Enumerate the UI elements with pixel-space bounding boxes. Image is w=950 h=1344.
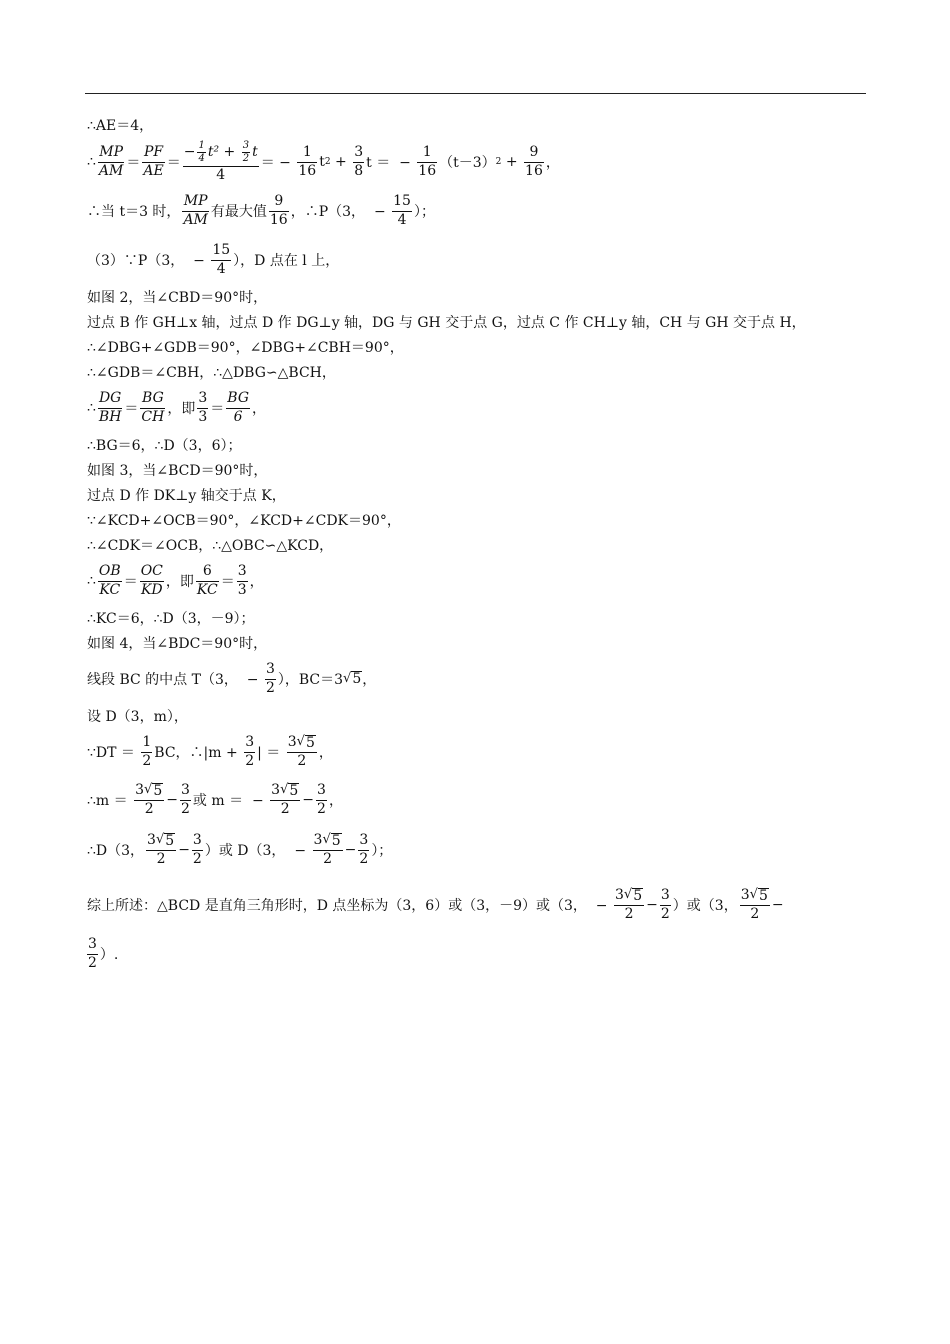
header-rule	[85, 93, 866, 94]
fraction: $\frac{3}{2}$	[317, 782, 326, 817]
text-line-22: ∴D（3， 3 √ 5 2 − $\frac{3}{2}$ ）或 D（3， − 3 √ 5 2 − $\frac{3}{2}$ ）；	[87, 831, 393, 868]
fraction: $\frac{MP}{AM}$	[183, 193, 208, 228]
text-line-24: $\frac{3}{2}$ ）.	[88, 936, 119, 971]
text-line-8: ∴∠GDB＝∠CBH，∴△DBG∽△BCH，	[87, 364, 336, 381]
solution-text	[87, 112, 867, 978]
text-line-6: 过点 B 作 GH⊥x 轴，过点 D 作 DG⊥y 轴，DG 与 GH 交于点 G，过点 C 作 CH⊥y 轴，CH 与 GH 交于点 H，	[87, 314, 806, 331]
text-line-1	[87, 112, 867, 138]
fraction: $\frac{9}{16}$	[525, 144, 543, 179]
fraction: $\frac{3}{2}$	[245, 734, 255, 769]
fraction: $\frac{3}{3}$	[198, 390, 208, 425]
fraction: $\frac{15}{4}$	[393, 193, 411, 228]
text-line-3: ∴当 t＝3 时， $\frac{MP}{AM}$ 有最大值 $\frac{9}{16}$ ，∴P（3， − $\frac{15}{4}$ ）；	[87, 193, 435, 228]
text-run: ∴AE＝4，	[87, 118, 154, 134]
fraction-sqrt: 3 √ 5 2	[615, 886, 643, 923]
fraction: $\frac{3}{2}$	[192, 832, 202, 867]
fraction: $\frac{6}{KC}$	[196, 563, 218, 598]
fraction-sqrt: 3 √ 5 2	[313, 831, 341, 868]
text-line-21: ∴m ＝ 3 √ 5 2 − $\frac{3}{2}$ 或 m ＝ − 3 √ 5 2 − $\frac{3}{2}$ ，	[87, 781, 343, 818]
text-line-14: ∴∠CDK＝∠OCB，∴△OBC∽△KCD，	[87, 537, 334, 554]
fraction: $\frac{3}{3}$	[237, 563, 247, 598]
fraction: $\frac{OC}{KD}$	[140, 563, 163, 598]
fraction: $\frac{OB}{KC}$	[98, 563, 121, 598]
fraction: $\frac{BG}{6}$	[227, 390, 249, 425]
text-line-20: ∵DT ＝ $\frac{1}{2}$ BC，∴|m + $\frac{3}{2}$ | ＝ 3 √ 5 2 ，	[87, 733, 333, 770]
text-line-5: 如图 2，当∠CBD＝90°时，	[87, 289, 268, 306]
square-root: √ 5	[343, 670, 362, 687]
text-line-2: ∴ $\frac{MP}{AM}$ ＝ $\frac{PF}{AE}$ ＝ − $\frac{1}{4}$ t² + $\frac{3}{2}$ t 4 ＝ − $\frac{1}{16}$ t 2 + $\frac{3}{8}$ t ＝ − $\frac{1}{16}$ （t－3） 2 + $\frac{9}{16}$ ，	[87, 139, 560, 184]
fraction-mp-am: $\frac{MP}{AM}$	[98, 144, 124, 179]
fraction: $\frac{3}{2}$	[660, 887, 670, 922]
text-line-15: ∴ $\frac{OB}{KC}$ ＝ $\frac{OC}{KD}$ ，即 $\frac{6}{KC}$ ＝ $\frac{3}{3}$ ，	[87, 563, 264, 598]
fraction: $\frac{15}{4}$	[212, 242, 231, 277]
fraction-sqrt: 3 √ 5 2	[287, 733, 315, 770]
fraction: $\frac{3}{2}$	[180, 782, 190, 817]
fraction: $\frac{3}{2}$	[359, 832, 369, 867]
fraction-compound: − $\frac{1}{4}$ t² + $\frac{3}{2}$ t 4	[183, 139, 258, 184]
fraction: $\frac{BG}{CH}$	[141, 390, 165, 425]
fraction: $\frac{9}{16}$	[269, 193, 288, 228]
fraction-sqrt: 3 √ 5 2	[271, 781, 299, 818]
text-line-10: ∴BG＝6，∴D（3，6）；	[87, 437, 242, 454]
text-run: ∴	[87, 154, 96, 170]
fraction: $\frac{3}{2}$	[265, 661, 275, 696]
text-line-17: 如图 4，当∠BDC＝90°时，	[87, 635, 268, 652]
fraction: $\frac{DG}{BH}$	[98, 390, 122, 425]
fraction: $\frac{1}{16}$	[418, 144, 437, 179]
fraction: $\frac{3}{2}$	[88, 936, 97, 971]
text-line-19: 设 D（3，m），	[87, 708, 188, 725]
text-line-12: 过点 D 作 DK⊥y 轴交于点 K，	[87, 487, 286, 504]
fraction: $\frac{1}{16}$	[298, 144, 317, 179]
text-line-9: ∴ $\frac{DG}{BH}$ ＝ $\frac{BG}{CH}$ ，即 $\frac{3}{3}$ ＝ $\frac{BG}{6}$ ，	[87, 390, 266, 425]
text-line-18: 线段 BC 的中点 T（3， − $\frac{3}{2}$ ），BC＝3 √ 5 ，	[87, 661, 377, 696]
fraction: $\frac{1}{2}$	[142, 734, 152, 769]
fraction-sqrt: 3 √ 5 2	[740, 886, 768, 923]
fraction-sqrt: 3 √ 5 2	[135, 781, 163, 818]
fraction-pf-ae: $\frac{PF}{AE}$	[143, 144, 164, 179]
text-line-13: ∵∠KCD+∠OCB＝90°，∠KCD+∠CDK＝90°，	[87, 512, 401, 529]
fraction: $\frac{3}{8}$	[354, 144, 364, 179]
text-line-4: （3）∵P（3， − $\frac{15}{4}$ ），D 点在 l 上，	[87, 242, 340, 277]
text-line-11: 如图 3，当∠BCD＝90°时，	[87, 462, 268, 479]
fraction-sqrt: 3 √ 5 2	[147, 831, 175, 868]
text-line-7: ∴∠DBG+∠GDB＝90°，∠DBG+∠CBH＝90°，	[87, 339, 404, 356]
text-line-16: ∴KC＝6，∴D（3，－9）；	[87, 610, 255, 627]
text-line-23: 综上所述：△BCD 是直角三角形时，D 点坐标为（3，6）或（3，－9）或（3， − 3 √ 5 2 − $\frac{3}{2}$ ）或（3， 3 √ 5 2 −	[87, 886, 784, 923]
